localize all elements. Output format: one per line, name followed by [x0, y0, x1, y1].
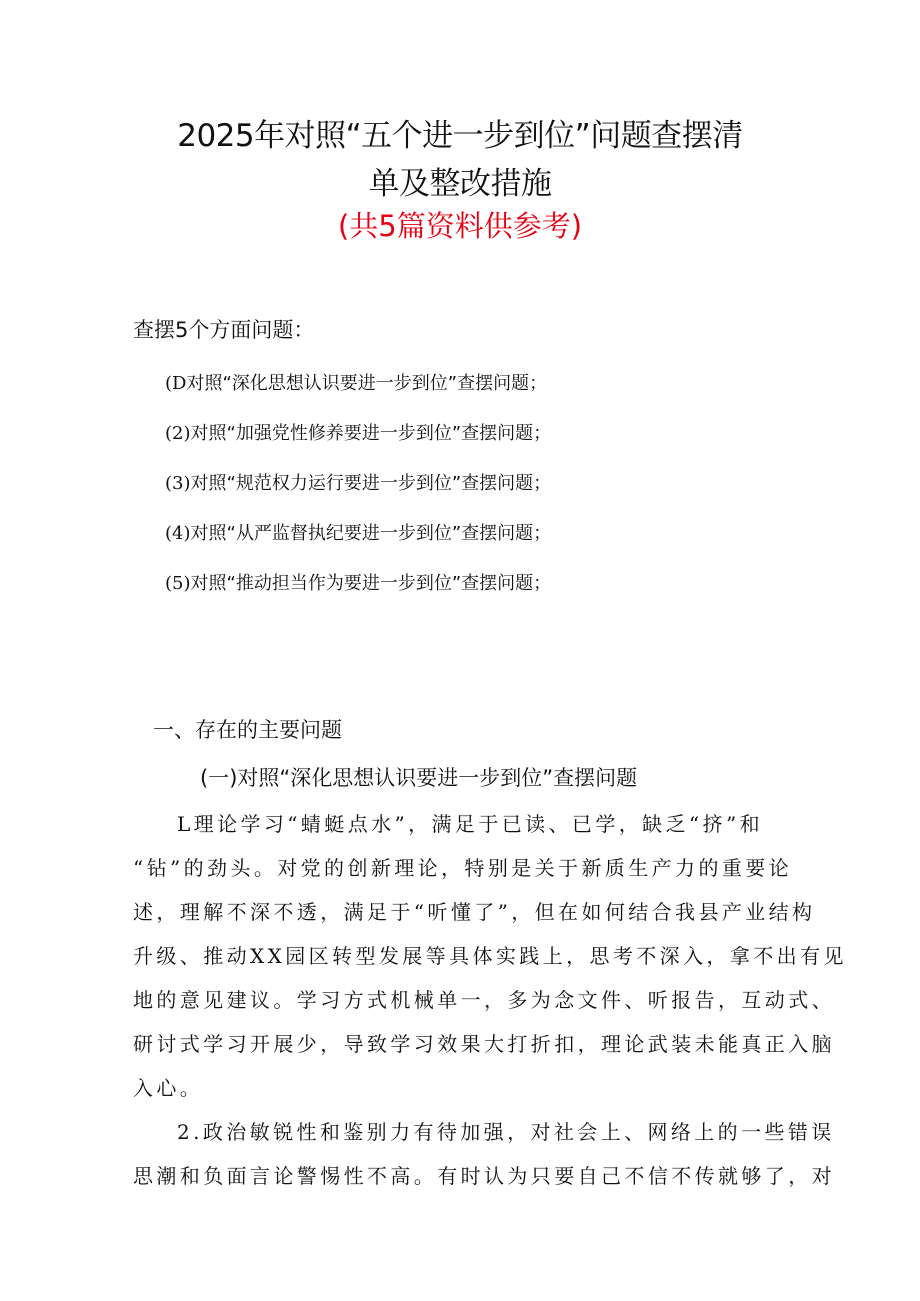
paragraph-2-line: 2.政治敏锐性和鉴别力有待加强，对社会上、网络上的一些错误	[177, 1120, 835, 1144]
list-item-number: (4)	[165, 523, 191, 544]
intro-heading: 查摆5个方面问题：	[133, 318, 315, 342]
paragraph-1-line: 述，理解不深不透，满足于“听懂了”，但在如何结合我县产业结构	[133, 900, 816, 924]
document-title-line-1: 2025年对照“五个进一步到位”问题查摆清	[177, 118, 743, 154]
paragraph-1-line: 地的意见建议。学习方式机械单一，多为念文件、听报告，互动式、	[133, 988, 835, 1012]
paragraph-1-line: 研讨式学习开展少，导致学习效果大打折扣，理论武装未能真正入脑	[133, 1032, 835, 1056]
document-title-line-2: 单及整改措施	[368, 166, 552, 202]
paragraph-1-line: “钻”的劲头。对党的创新理论，特别是关于新质生产力的重要论	[133, 856, 793, 880]
paragraph-1-line: 入心。	[133, 1076, 204, 1100]
list-item-text: 对照“加强党性修养要进一步到位”查摆问题；	[190, 423, 552, 444]
list-item-number: (2)	[165, 423, 191, 444]
list-item-text: 对照“推动担当作为要进一步到位”查摆问题；	[190, 573, 552, 594]
document-subtitle: (共5篇资料供参考)	[337, 209, 583, 243]
list-item-text: 对照“深化思想认识要进一步到位”查摆问题；	[186, 373, 548, 394]
paragraph-1-line: 升级、推动XX园区转型发展等具体实践上，思考不深入，拿不出有见	[133, 944, 847, 968]
problem-list-item	[165, 469, 551, 495]
paragraph-1-line: L理论学习“蜻蜓点水”，满足于已读、已学，缺乏“挤”和	[177, 812, 763, 836]
paragraph-2-line: 思潮和负面言论警惕性不高。有时认为只要自己不信不传就够了，对	[133, 1164, 835, 1188]
list-item-number: (D	[165, 373, 187, 394]
problem-list-item	[165, 519, 551, 545]
list-item-number: (3)	[165, 473, 191, 494]
list-item-text: 对照“从严监督执纪要进一步到位”查摆问题；	[190, 523, 552, 544]
problem-list-item	[165, 569, 551, 595]
list-item-text: 对照“规范权力运行要进一步到位”查摆问题；	[190, 473, 552, 494]
problem-list-item	[165, 419, 551, 445]
list-item-number: (5)	[165, 573, 191, 594]
problem-list-item	[165, 369, 547, 395]
section-heading: 一、存在的主要问题	[153, 718, 342, 742]
subsection-heading: (一)对照“深化思想认识要进一步到位”查摆问题	[200, 766, 638, 790]
